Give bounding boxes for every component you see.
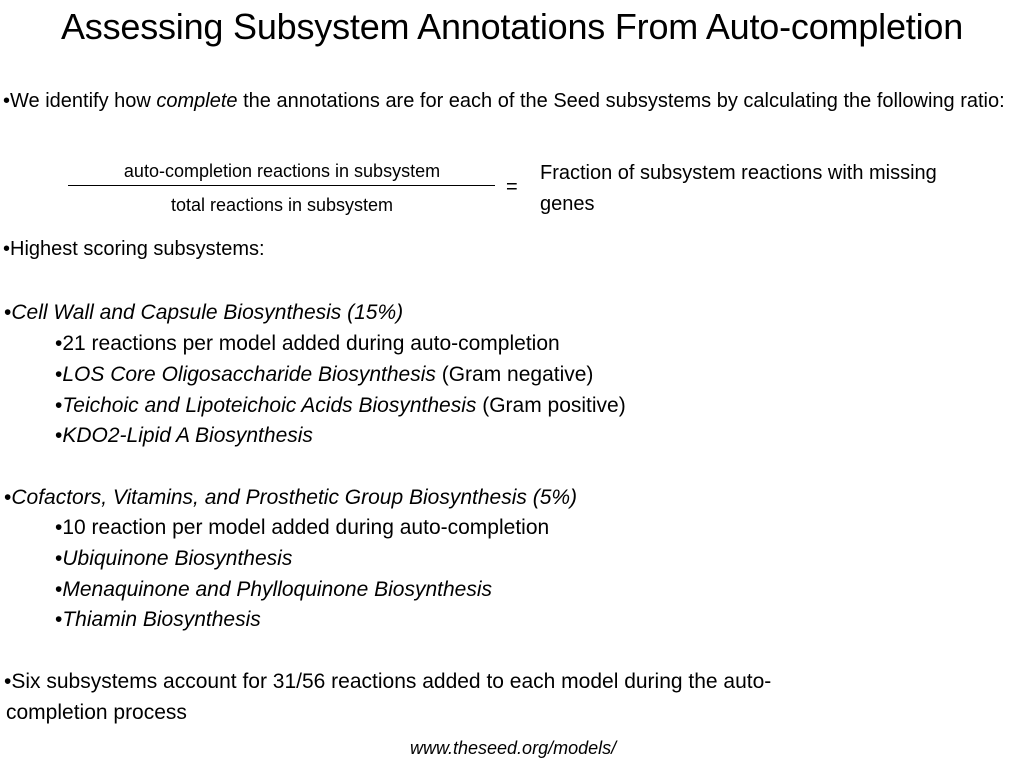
list-item <box>55 361 593 389</box>
item-bullet: • <box>55 578 63 601</box>
list-item <box>55 422 313 450</box>
highest-scoring-heading: •Highest scoring subsystems: <box>3 238 265 260</box>
item-bullet: • <box>55 394 63 417</box>
item-bullet: • <box>55 608 63 631</box>
item-plain: (Gram positive) <box>476 394 626 417</box>
list-item <box>55 514 549 542</box>
intro-text-after: the annotations are for each of the Seed subsystems by calculating the following ratio: <box>237 90 1005 112</box>
group-title-cell-wall <box>4 299 403 327</box>
equals-sign: = <box>506 176 518 198</box>
list-item <box>55 392 626 420</box>
item-italic: Ubiquinone Biosynthesis <box>62 547 293 570</box>
ratio-result: Fraction of subsystem reactions with missing genes <box>540 162 937 215</box>
fraction-bar <box>68 185 495 186</box>
item-bullet: • <box>55 547 63 570</box>
item-italic: Teichoic and Lipoteichoic Acids Biosynthesis <box>62 394 477 417</box>
group-bullet: • <box>4 301 12 324</box>
item-plain: 10 reaction per model added during auto-completion <box>62 516 550 539</box>
slide-title: Assessing Subsystem Annotations From Auto-completion <box>60 6 964 47</box>
group-title-cofactors <box>4 484 577 512</box>
intro-text-before: We identify how <box>10 90 157 112</box>
summary-line-1: •Six subsystems account for 31/56 reactions added to each model during the auto- <box>4 670 772 693</box>
item-italic: Menaquinone and Phylloquinone Biosynthesis <box>62 578 492 601</box>
item-italic: Thiamin Biosynthesis <box>62 608 261 631</box>
item-plain: 21 reactions per model added during auto-completion <box>62 332 560 355</box>
group-title-text: Cell Wall and Capsule Biosynthesis (15%) <box>11 301 404 324</box>
list-item <box>55 576 492 604</box>
summary-line-2: completion process <box>6 701 187 724</box>
item-bullet: • <box>55 424 63 447</box>
footer-url: www.theseed.org/models/ <box>410 738 617 758</box>
group-bullet: • <box>4 486 12 509</box>
item-bullet: • <box>55 516 63 539</box>
list-item <box>55 606 261 634</box>
item-italic: KDO2-Lipid A Biosynthesis <box>62 424 313 447</box>
item-bullet: • <box>55 363 63 386</box>
intro-paragraph <box>3 86 1013 116</box>
item-plain: (Gram negative) <box>435 363 594 386</box>
list-item <box>55 545 292 573</box>
intro-text-emphasis: complete <box>156 90 238 112</box>
ratio-denominator: total reactions in subsystem <box>170 195 394 215</box>
intro-bullet: • <box>3 90 11 112</box>
item-italic: LOS Core Oligosaccharide Biosynthesis <box>62 363 436 386</box>
list-item <box>55 330 560 358</box>
group-title-text: Cofactors, Vitamins, and Prosthetic Group Biosynthesis (5%) <box>11 486 578 509</box>
item-bullet: • <box>55 332 63 355</box>
ratio-numerator: auto-completion reactions in subsystem <box>123 161 441 181</box>
